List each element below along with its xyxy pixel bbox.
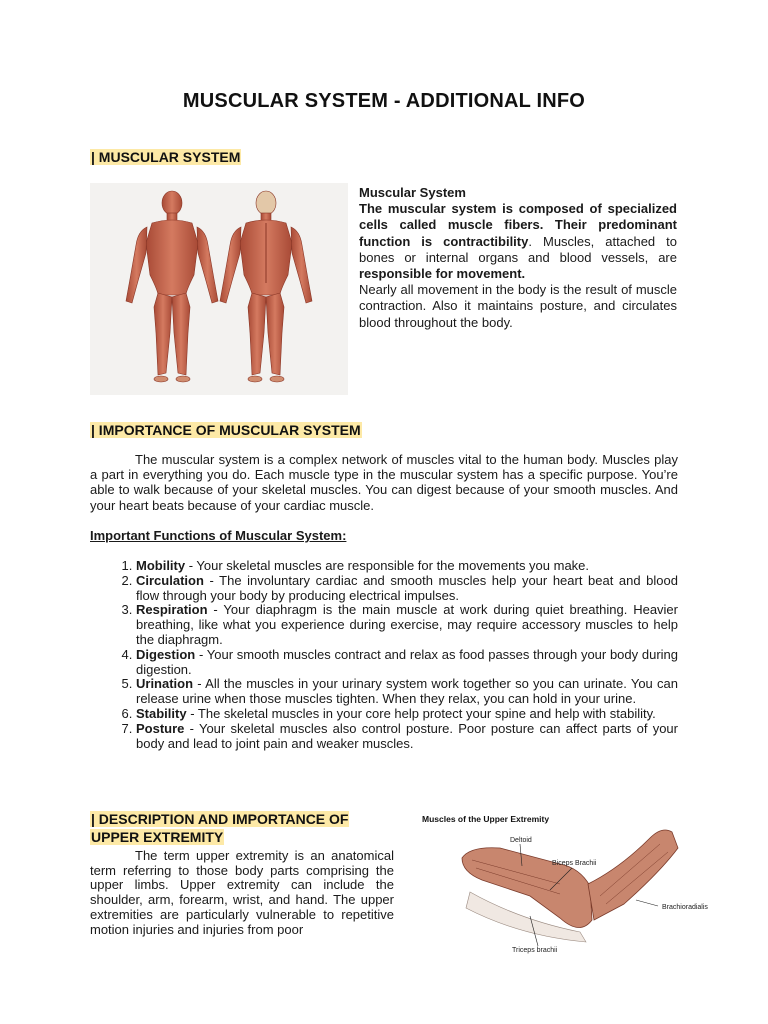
function-term: Respiration bbox=[136, 602, 208, 618]
heading-highlight: | DESCRIPTION AND IMPORTANCE OF bbox=[91, 811, 349, 827]
upper-extremity-figure bbox=[410, 808, 730, 958]
label-biceps-brachii: Biceps Brachii bbox=[552, 860, 597, 867]
arm-muscles-drawing bbox=[462, 830, 678, 942]
intro-bold-text: The muscular system is composed of specialized cells called muscle fibers. Their predominant function is contractibility bbox=[359, 201, 677, 249]
list-item bbox=[136, 648, 678, 678]
importance-paragraph: The muscular system is a complex network of muscles vital to the human body. Muscles play a part in everything you do. Each muscle type in the muscular system has a specific purpose. You’re able to walk because of your skeletal muscles. You can digest because of your smooth muscles. And your heart beats because of your cardiac muscle. bbox=[90, 452, 678, 513]
list-item bbox=[136, 677, 678, 707]
muscular-body-illustration bbox=[90, 183, 348, 395]
function-term: Circulation bbox=[136, 572, 204, 588]
intro-paragraph bbox=[359, 201, 677, 282]
function-term: Stability bbox=[136, 705, 187, 721]
function-term: Urination bbox=[136, 676, 194, 692]
section-heading-importance bbox=[90, 421, 362, 439]
list-item bbox=[136, 574, 678, 604]
list-item bbox=[136, 722, 678, 752]
section-heading-muscular-system bbox=[90, 148, 241, 166]
function-text: - All the muscles in your urinary system work together so you can urinate. You can release urine when those muscles tighten. When they relax, you can hold in your urine. bbox=[136, 676, 678, 707]
functions-list bbox=[90, 559, 678, 751]
intro-subheading: Muscular System bbox=[359, 185, 466, 200]
intro-bold-text-2: responsible for movement. bbox=[359, 266, 526, 282]
function-text: - Your skeletal muscles are responsible for the movements you make. bbox=[185, 558, 590, 573]
intro-text: Muscles, attached to bones or internal organs and blood vessels, are bbox=[359, 233, 677, 265]
function-text: - Your diaphragm is the main muscle at work during quiet breathing. Heavier breathing, like what you experience during exercise, may require accessory muscles to help the diaphragm. bbox=[136, 602, 678, 647]
label-brachioradialis: Brachioradialis bbox=[662, 904, 708, 911]
function-term: Posture bbox=[136, 720, 185, 736]
label-triceps-brachii: Triceps brachii bbox=[512, 947, 558, 954]
muscular-system-intro bbox=[359, 185, 677, 331]
function-text: - The skeletal muscles in your core help protect your spine and help with stability. bbox=[186, 705, 656, 721]
function-term: Digestion bbox=[136, 646, 196, 662]
heading-highlight: | MUSCULAR SYSTEM bbox=[91, 149, 241, 165]
function-text: - The involuntary cardiac and smooth muscles help your heart beat and blood flow through your body by producing electrical impulses. bbox=[136, 572, 678, 603]
heading-highlight: | IMPORTANCE OF MUSCULAR SYSTEM bbox=[91, 422, 361, 438]
intro-period: . bbox=[528, 233, 532, 249]
figure-title: Muscles of the Upper Extremity bbox=[422, 814, 550, 824]
document-title: MUSCULAR SYSTEM - ADDITIONAL INFO bbox=[182, 90, 586, 112]
function-text: - Your smooth muscles contract and relax as food passes through your body during digestion. bbox=[136, 646, 678, 677]
section-heading-upper-extremity bbox=[90, 810, 400, 846]
upper-extremity-paragraph: The term upper extremity is an anatomical term referring to those body parts comprising the upper limbs. Upper extremity can include the shoulder, arm, forearm, wrist, and hand. The upper extremities are particularly vulnerable to repetitive motion injuries and injuries from poor bbox=[90, 848, 394, 937]
functions-title: Important Functions of Muscular System: bbox=[90, 528, 347, 543]
function-text: - Your skeletal muscles also control posture. Poor posture can affect parts of your body and lead to joint pain and weaker muscles. bbox=[136, 720, 678, 751]
intro-paragraph-2: Nearly all movement in the body is the result of muscle contraction. Also it maintains posture, and circulates blood throughout the body. bbox=[359, 282, 677, 330]
label-deltoid: Deltoid bbox=[510, 837, 532, 844]
function-term: Mobility bbox=[136, 558, 186, 573]
heading-highlight: UPPER EXTREMITY bbox=[91, 829, 224, 845]
list-item bbox=[136, 603, 678, 647]
list-item bbox=[136, 707, 678, 722]
list-item bbox=[136, 559, 678, 574]
